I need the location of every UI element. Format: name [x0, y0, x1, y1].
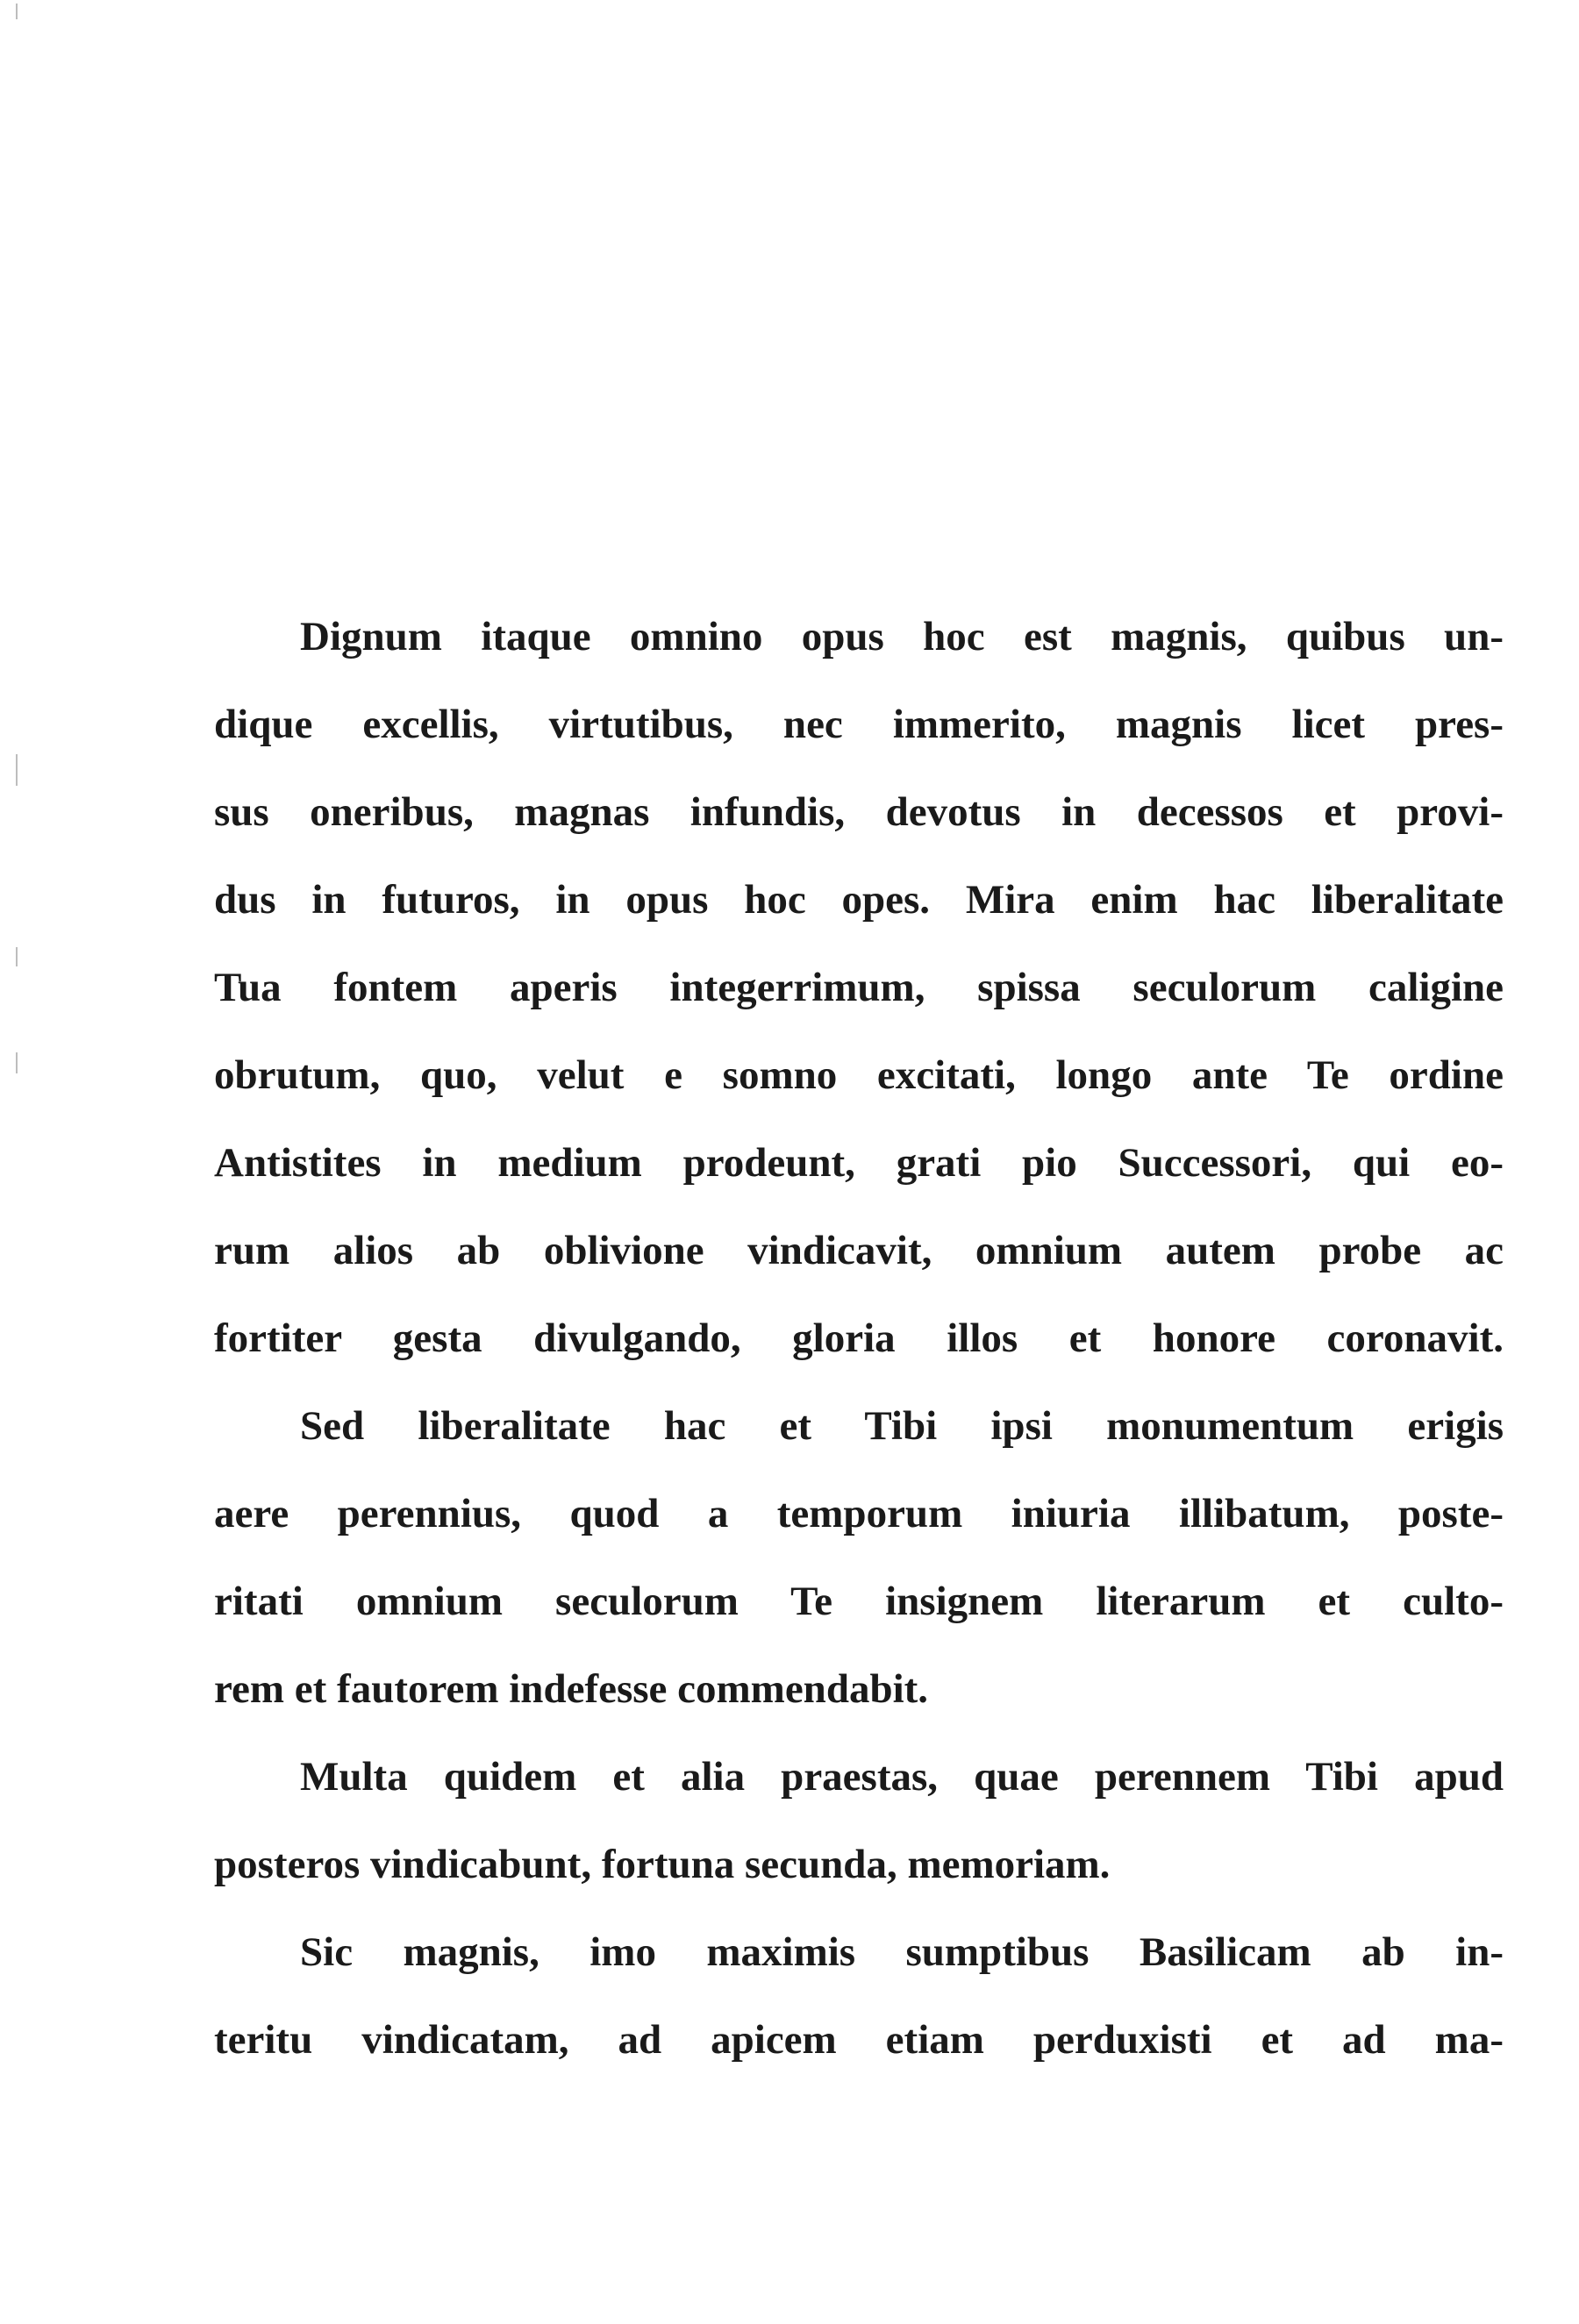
text-line: dus in futuros, in opus hoc opes. Mira enim hac liberalitate: [214, 877, 1504, 923]
text-line: dique excellis, virtutibus, nec immerito, magnis licet pres-: [214, 702, 1504, 747]
text-line: posteros vindicabunt, fortuna secunda, memoriam.: [214, 1842, 1111, 1887]
text-line: Dignum itaque omnino opus hoc est magnis, quibus un-: [300, 614, 1504, 659]
text-line: teritu vindicatam, ad apicem etiam perduxisti et ad ma-: [214, 2017, 1504, 2063]
text-line: rum alios ab oblivione vindicavit, omnium autem probe ac: [214, 1228, 1504, 1273]
text-line: fortiter gesta divulgando, gloria illos et honore coronavit.: [214, 1315, 1504, 1361]
scan-mark: [16, 947, 18, 966]
text-line: sus oneribus, magnas infundis, devotus in decessos et provi-: [214, 789, 1504, 835]
text-line: Antistites in medium prodeunt, grati pio Successori, qui eo-: [214, 1140, 1504, 1186]
scan-mark: [16, 1052, 18, 1073]
text-line: Tua fontem aperis integerrimum, spissa seculorum caligine: [214, 965, 1504, 1010]
scan-mark: [16, 754, 18, 786]
text-line: ritati omnium seculorum Te insignem literarum et culto-: [214, 1579, 1504, 1624]
text-line: rem et fautorem indefesse commendabit.: [214, 1666, 929, 1712]
text-line: Sed liberalitate hac et Tibi ipsi monumentum erigis: [300, 1403, 1504, 1449]
text-line: obrutum, quo, velut e somno excitati, longo ante Te ordine: [214, 1052, 1504, 1098]
body-text: [214, 593, 1504, 2084]
text-line: aere perennius, quod a temporum iniuria illibatum, poste-: [214, 1491, 1504, 1536]
text-line: Sic magnis, imo maximis sumptibus Basilicam ab in-: [300, 1929, 1504, 1975]
text-line: Multa quidem et alia praestas, quae perennem Tibi apud: [300, 1754, 1504, 1800]
scan-mark: [16, 4, 18, 19]
